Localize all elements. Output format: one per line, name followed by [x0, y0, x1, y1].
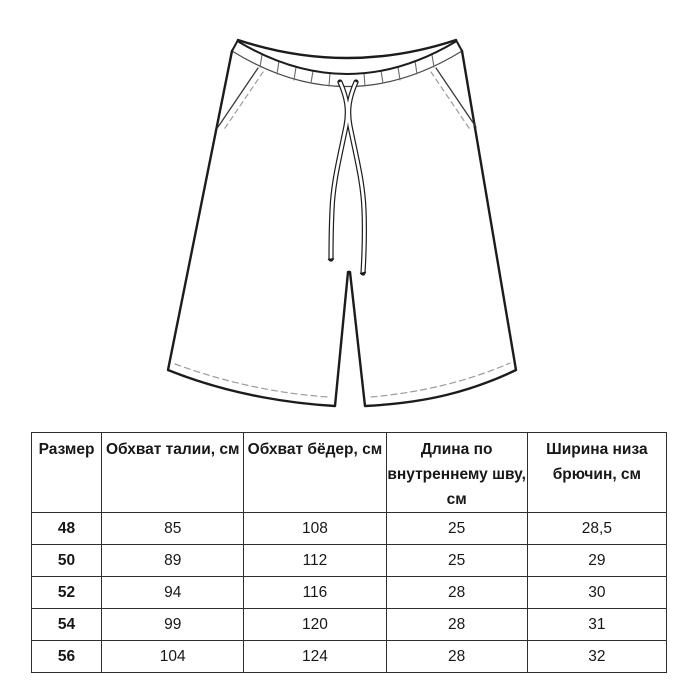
cell-leg-width: 32: [527, 641, 666, 673]
header-leg-width: Ширина низа брючин, см: [527, 433, 666, 513]
waistband-left-cap: [232, 40, 238, 51]
cell-waist: 104: [102, 641, 244, 673]
cell-leg-width: 29: [527, 545, 666, 577]
cell-waist: 99: [102, 609, 244, 641]
table-row: [32, 545, 667, 577]
cell-hips: 124: [244, 641, 386, 673]
cell-hips: 120: [244, 609, 386, 641]
cell-waist: 89: [102, 545, 244, 577]
cell-size: 56: [32, 641, 102, 673]
table-row: [32, 641, 667, 673]
shorts-body-outline: [168, 51, 516, 406]
size-table: [31, 432, 667, 673]
table-row: [32, 577, 667, 609]
cell-waist: 85: [102, 513, 244, 545]
right-hem-stitch: [371, 363, 510, 397]
waistband-rib-ticks: [260, 55, 434, 86]
table-row: [32, 513, 667, 545]
cell-inseam: 25: [386, 545, 527, 577]
header-hips: Обхват бёдер, см: [244, 433, 386, 513]
cell-inseam: 28: [386, 577, 527, 609]
size-table-header-row: [32, 433, 667, 513]
waistband-right-cap: [456, 40, 462, 51]
cell-inseam: 28: [386, 641, 527, 673]
right-pocket-stitch: [431, 72, 471, 131]
header-waist: Обхват талии, см: [102, 433, 244, 513]
cell-hips: 112: [244, 545, 386, 577]
cell-inseam: 25: [386, 513, 527, 545]
waistband-top-edge: [238, 40, 456, 58]
drawstring-left-tip: [329, 259, 334, 260]
cell-size: 52: [32, 577, 102, 609]
cell-size: 50: [32, 545, 102, 577]
header-size: Размер: [32, 433, 102, 513]
cell-size: 54: [32, 609, 102, 641]
cell-leg-width: 28,5: [527, 513, 666, 545]
left-pocket-stitch: [223, 72, 263, 131]
left-pocket-line: [218, 68, 258, 127]
cell-hips: 108: [244, 513, 386, 545]
cell-size: 48: [32, 513, 102, 545]
cell-leg-width: 30: [527, 577, 666, 609]
cell-inseam: 28: [386, 609, 527, 641]
table-row: [32, 609, 667, 641]
cell-waist: 94: [102, 577, 244, 609]
cell-leg-width: 31: [527, 609, 666, 641]
cell-hips: 116: [244, 577, 386, 609]
drawstring: [329, 82, 366, 274]
header-inseam: Длина по внутреннему шву, см: [386, 433, 527, 513]
